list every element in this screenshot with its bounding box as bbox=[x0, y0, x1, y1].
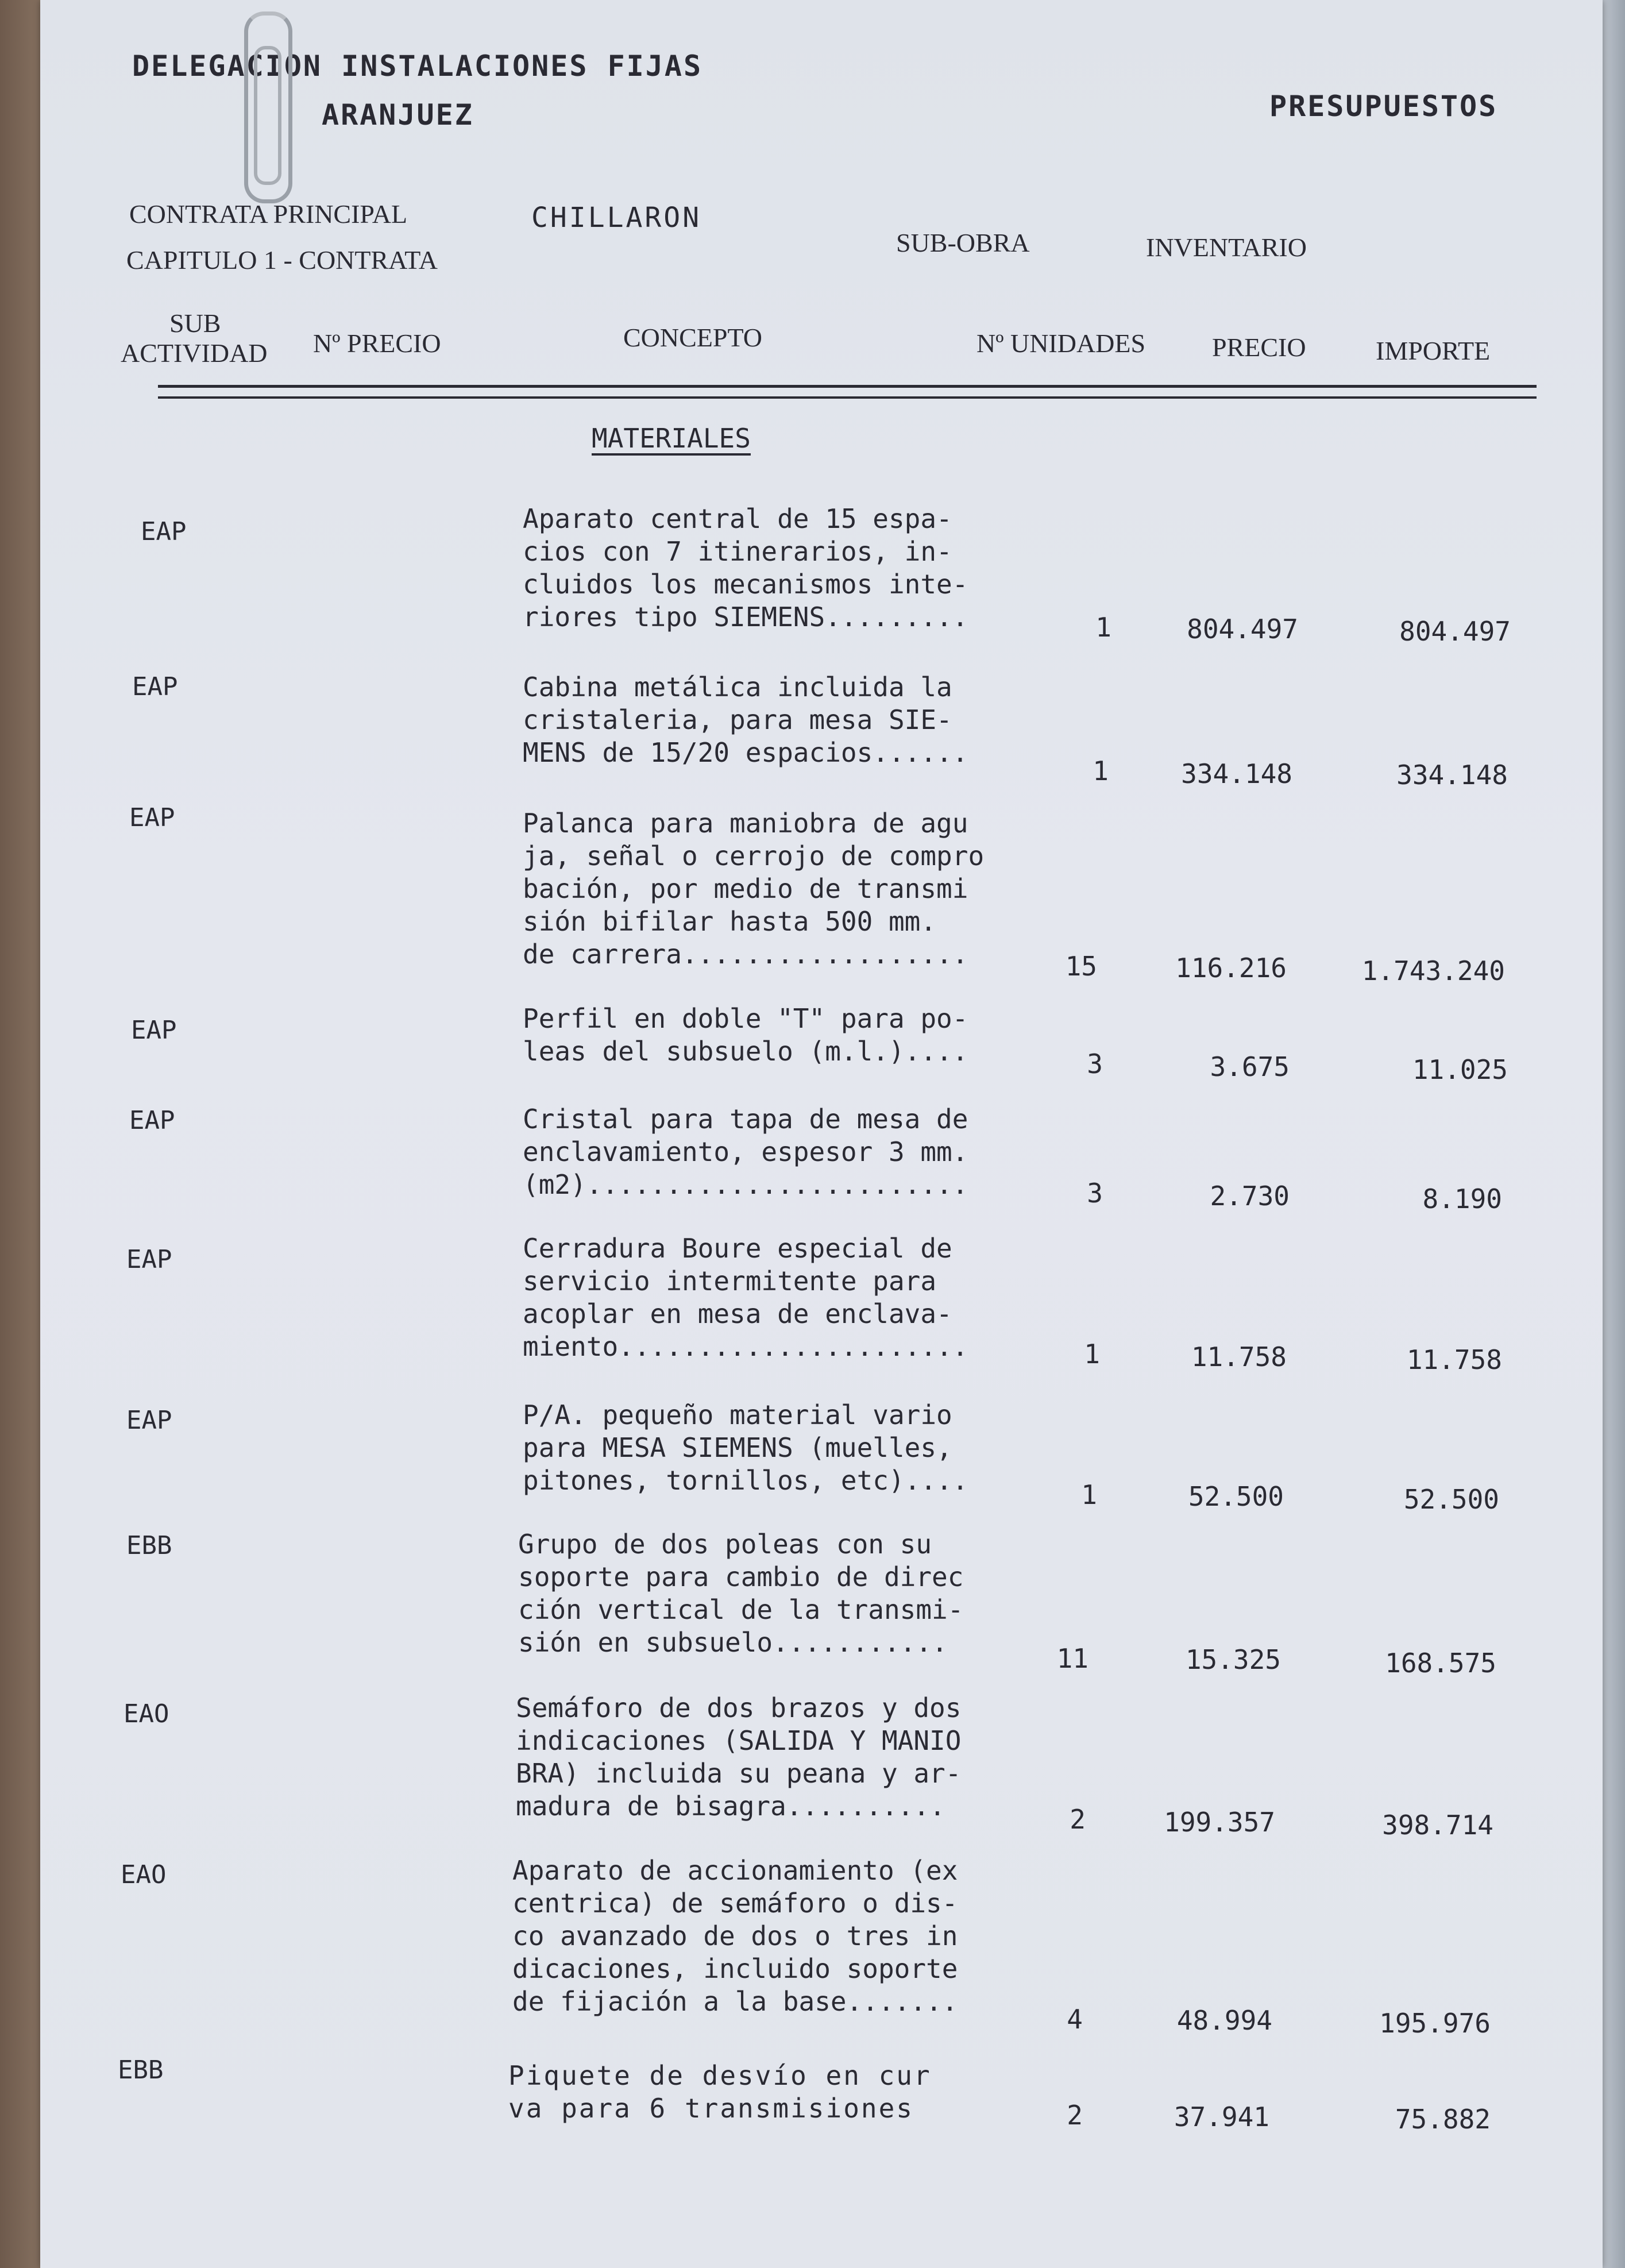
row-6-price: 11.758 bbox=[1191, 1341, 1287, 1372]
row-7-units: 1 bbox=[1081, 1479, 1097, 1510]
row-4-code: EAP bbox=[131, 1016, 177, 1045]
row-6-code: EAP bbox=[126, 1245, 172, 1274]
row-7-concept: P/A. pequeño material vario para MESA SIEMENS (muelles, pitones, tornillos, etc).... bbox=[523, 1399, 968, 1496]
contrata-label: CONTRATA PRINCIPAL bbox=[129, 199, 408, 229]
row-3-units: 15 bbox=[1065, 951, 1097, 982]
header-rule-top bbox=[158, 385, 1537, 388]
row-6-units: 1 bbox=[1084, 1339, 1100, 1370]
section-title: MATERIALES bbox=[592, 423, 751, 454]
row-10-units: 4 bbox=[1067, 2004, 1083, 2035]
row-2-concept: Cabina metálica incluida la cristaleria, para mesa SIE- MENS de 15/20 espacios...... bbox=[523, 672, 968, 768]
col-sub: SUB bbox=[169, 308, 221, 338]
row-9-amount: 398.714 bbox=[1382, 1810, 1493, 1841]
subobra-label: SUB-OBRA bbox=[896, 228, 1030, 257]
row-5-amount: 8.190 bbox=[1422, 1183, 1502, 1214]
row-10-amount: 195.976 bbox=[1379, 2008, 1491, 2039]
org-line-1: DELEGACION INSTALACIONES FIJAS bbox=[132, 49, 703, 83]
document-page bbox=[40, 0, 1603, 2268]
paperclip-inner-icon bbox=[254, 46, 281, 185]
row-3-code: EAP bbox=[129, 803, 175, 832]
row-7-price: 52.500 bbox=[1188, 1481, 1284, 1512]
doc-type: PRESUPUESTOS bbox=[1269, 90, 1498, 123]
inventario-label: INVENTARIO bbox=[1146, 233, 1307, 262]
row-9-price: 199.357 bbox=[1164, 1807, 1275, 1838]
col-actividad: ACTIVIDAD bbox=[121, 338, 268, 368]
row-11-price: 37.941 bbox=[1174, 2101, 1269, 2132]
row-9-concept: Semáforo de dos brazos y dos indicaciones (SALIDA Y MANIO BRA) incluida su peana y ar- madura de bisagra.......... bbox=[516, 1692, 962, 1822]
row-3-price: 116.216 bbox=[1175, 952, 1287, 983]
row-11-amount: 75.882 bbox=[1395, 2104, 1491, 2135]
col-concepto: CONCEPTO bbox=[623, 323, 762, 352]
row-1-units: 1 bbox=[1095, 612, 1111, 643]
row-7-code: EAP bbox=[126, 1406, 172, 1435]
row-5-price: 2.730 bbox=[1210, 1181, 1290, 1212]
header-rule-bottom bbox=[158, 396, 1537, 399]
row-1-amount: 804.497 bbox=[1399, 616, 1511, 647]
row-8-concept: Grupo de dos poleas con su soporte para cambio de direc ción vertical de la transmi- sión en subsuelo........... bbox=[518, 1529, 964, 1658]
row-5-concept: Cristal para tapa de mesa de enclavamiento, espesor 3 mm. (m2)........................ bbox=[523, 1104, 968, 1200]
row-4-price: 3.675 bbox=[1210, 1051, 1290, 1082]
row-3-amount: 1.743.240 bbox=[1361, 955, 1505, 986]
row-2-units: 1 bbox=[1093, 755, 1109, 786]
row-10-concept: Aparato de accionamiento (ex centrica) de semáforo o dis- co avanzado de dos o tres in dicaciones, incluido soporte de fijación a la base....... bbox=[512, 1855, 958, 2017]
row-10-price: 48.994 bbox=[1176, 2005, 1272, 2036]
row-6-concept: Cerradura Boure especial de servicio intermitente para acoplar en mesa de enclava- miento...................... bbox=[523, 1233, 968, 1362]
row-6-amount: 11.758 bbox=[1406, 1344, 1502, 1375]
row-1-concept: Aparato central de 15 espa- cios con 7 itinerarios, in- cluidos los mecanismos inte- riores tipo SIEMENS......... bbox=[523, 503, 968, 632]
row-4-units: 3 bbox=[1087, 1048, 1103, 1079]
row-10-code: EAO bbox=[121, 1860, 167, 1889]
row-3-concept: Palanca para maniobra de agu ja, señal o cerrojo de compro bación, por medio de transmi sión bifilar hasta 500 mm. de carrera.................. bbox=[523, 808, 985, 970]
row-9-units: 2 bbox=[1070, 1804, 1086, 1835]
row-5-code: EAP bbox=[129, 1106, 175, 1135]
row-4-concept: Perfil en doble "T" para po- leas del subsuelo (m.l.).... bbox=[523, 1003, 968, 1067]
row-8-units: 11 bbox=[1056, 1643, 1089, 1674]
obra-name: CHILLARON bbox=[531, 202, 702, 234]
row-5-units: 3 bbox=[1087, 1178, 1103, 1209]
col-importe: IMPORTE bbox=[1376, 336, 1491, 365]
row-11-concept: Piquete de desvío en cur va para 6 transmisiones bbox=[508, 2060, 932, 2124]
row-9-code: EAO bbox=[123, 1699, 169, 1729]
col-precio: PRECIO bbox=[1212, 333, 1306, 362]
row-1-price: 804.497 bbox=[1187, 614, 1298, 645]
row-4-amount: 11.025 bbox=[1412, 1054, 1508, 1085]
row-7-amount: 52.500 bbox=[1403, 1484, 1499, 1515]
row-1-code: EAP bbox=[141, 517, 187, 546]
capitulo-label: CAPITULO 1 - CONTRATA bbox=[126, 245, 438, 275]
row-8-price: 15.325 bbox=[1185, 1644, 1281, 1675]
row-11-units: 2 bbox=[1067, 2100, 1083, 2131]
row-11-code: EBB bbox=[118, 2055, 164, 2085]
row-8-amount: 168.575 bbox=[1385, 1648, 1496, 1679]
org-line-2: ARANJUEZ bbox=[322, 98, 474, 132]
row-8-code: EBB bbox=[126, 1531, 172, 1560]
row-2-price: 334.148 bbox=[1181, 758, 1292, 789]
row-2-amount: 334.148 bbox=[1396, 759, 1508, 790]
col-precio-no: Nº PRECIO bbox=[313, 329, 441, 358]
row-2-code: EAP bbox=[132, 672, 178, 701]
col-unidades: Nº UNIDADES bbox=[976, 329, 1146, 358]
